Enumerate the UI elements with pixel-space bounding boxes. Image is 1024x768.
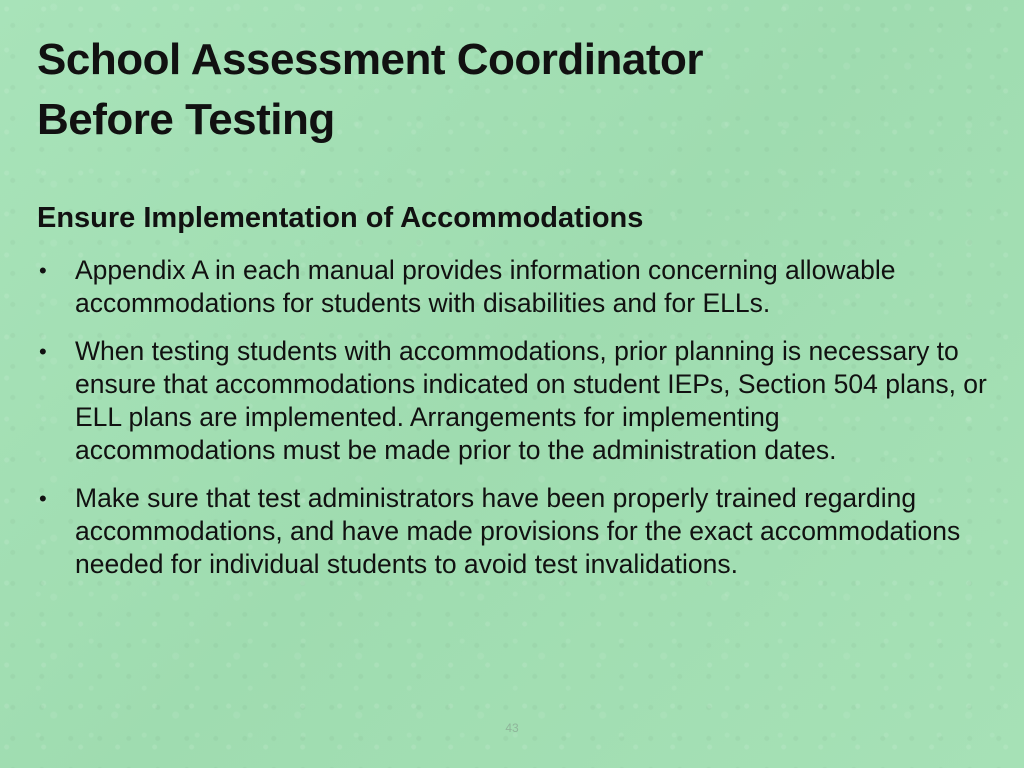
bullet-marker: •: [39, 339, 47, 364]
slide-title-line-2: Before Testing: [37, 95, 335, 144]
bullet-item-training: [37, 482, 987, 581]
bullet-marker: •: [39, 258, 47, 283]
bullet-text: Make sure that test administrators have been properly trained regarding accommodations, and have made provisions for the exact accommodations needed for individual students to avoid test invalidations.: [75, 483, 961, 579]
slide-title-line-1: School Assessment Coordinator: [37, 35, 703, 84]
bullet-item-appendix: [37, 254, 987, 320]
bullet-text: Appendix A in each manual provides information concerning allowable accommodations for students with disabilities and for ELLs.: [75, 255, 896, 318]
bullet-item-planning: [37, 335, 987, 467]
bullet-list: [37, 254, 987, 596]
slide-title: [37, 30, 977, 150]
bullet-marker: •: [39, 486, 47, 511]
page-number: 43: [505, 721, 519, 735]
section-heading: Ensure Implementation of Accommodations: [37, 202, 644, 234]
bullet-text: When testing students with accommodations, prior planning is necessary to ensure that accommodations indicated on student IEPs, Section 504 plans, or ELL plans are implemented. Arrangements for implementing accommodations must be made prior to the administration dates.: [75, 336, 987, 465]
